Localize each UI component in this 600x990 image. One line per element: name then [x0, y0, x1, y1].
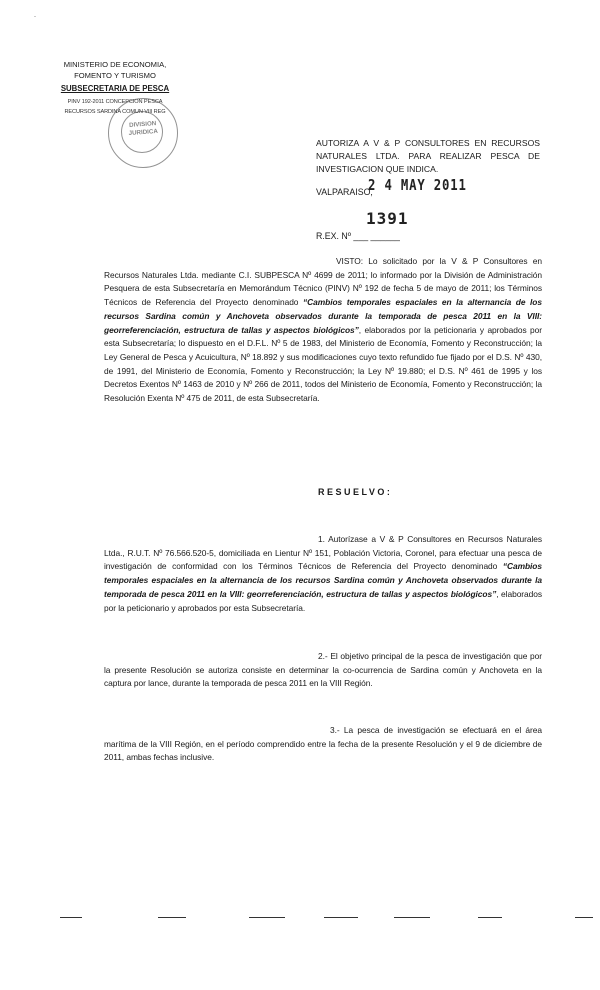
item-1-project-title: “Cambios temporales espaciales en la alternancia de los recursos Sardina común y Anchoveta observados durante la temporada de pesca 2011 en la VIII: georreferenciación, estructura de tallas y aspectos biológicos”	[104, 561, 542, 599]
date-stamp: 2 4 MAY 2011	[368, 176, 467, 194]
footer-dash	[478, 917, 502, 918]
item-2-text: 2.- El objetivo principal de la pesca de investigación que por la presente Resolución se autoriza consiste en determinar la co-ocurrencia de Sardina común y Anchoveta en la captura por lance, durante la temporada de pesca 2011 en la VIII Región.	[104, 651, 542, 689]
footer-dash	[575, 917, 593, 918]
footer-dash	[249, 917, 285, 918]
item-3-text: 3.- La pesca de investigación se efectuará en el área marítima de la VIII Región, en el período comprendido entre la fecha de la presente Resolución y el 9 de diciembre de 2011, ambas fechas inclusive.	[104, 725, 542, 763]
reference-line-2: RECURSOS SARDINA COMUN VIII REG	[64, 109, 166, 115]
resolution-item-2	[104, 650, 542, 691]
division-stamp	[108, 98, 178, 168]
item-1-text-a: 1. Autorízase a V & P Consultores en Recursos Naturales Ltda., R.U.T. Nº 76.566.520-5, domiciliada en Lientur Nº 151, Población Victoria, Coronel, para efectuar una pesca de investigación de conformidad con los Términos Técnicos de Referencia del Proyecto denominado	[104, 534, 542, 572]
footer-dash	[60, 917, 82, 918]
corner-mark: -	[34, 14, 36, 20]
city-label: VALPARAISO,	[316, 187, 373, 197]
ministry-line-1: MINISTERIO DE ECONOMIA,	[63, 60, 167, 69]
stamp-label	[109, 119, 178, 140]
resolution-number: 1391	[366, 209, 409, 228]
visto-paragraph	[104, 255, 542, 406]
footer-dash	[158, 917, 186, 918]
resuelvo-heading: RESUELVO:	[318, 487, 393, 497]
subsecretaria-heading: SUBSECRETARIA DE PESCA	[60, 84, 170, 93]
footer-dash	[394, 917, 430, 918]
stamp-line-2: JURIDICA	[128, 127, 159, 138]
stamp-line-1: DIVISION	[128, 120, 157, 129]
visto-text-b: , elaborados por la peticionaria y aprobados por esta Subsecretaría; lo dispuesto en el D.F.L. Nº 5 de 1983, del Ministerio de Economía, Fomento y Reconstrucción; la Ley General de Pesca y Acuicultura, Nº 18.892 y sus modificaciones cuyo texto refundido fue fijado por el D.S. Nº 430, de 1991, del Ministerio de Economía, Fomento y Reconstrucción; la Ley Nº 19.880; el D.S. Nº 461 de 1995 y los Decretos Exentos Nº 1463 de 2010 y Nº 266 de 2011, todos del Ministerio de Economía, Fomento y Reconstrucción; la Resolución Exenta Nº 475 de 2011, de esta Subsecretaría.	[104, 324, 542, 404]
ministry-line-2: FOMENTO Y TURISMO	[74, 71, 156, 80]
visto-project-title: “Cambios temporales espaciales en la alternancia de los recursos Sardina común y Anchoveta observados durante la temporada de pesca 2011 en la VIII: georreferenciación, estructura de tallas y aspectos biológicos”	[104, 297, 542, 335]
resolution-item-1	[104, 533, 542, 615]
resolution-label: R.EX. Nº ___ ______	[316, 231, 400, 241]
reference-line-1: PINV 192-2011 CONCEPCION PESCA	[67, 99, 163, 105]
subject-block: AUTORIZA A V & P CONSULTORES EN RECURSOS NATURALES LTDA. PARA REALIZAR PESCA DE INVESTIGACION QUE INDICA.	[316, 138, 540, 174]
footer-dash	[324, 917, 358, 918]
visto-text-a: VISTO: Lo solicitado por la V & P Consultores en Recursos Naturales Ltda. mediante C.I. SUBPESCA Nº 4699 de 2011; lo informado por la División de Administración Pesquera de esta Subsecretaría en Memorándum Técnico (PINV) Nº 192 de fecha 5 de mayo de 2011; los Términos Técnicos de Referencia del Proyecto denominado	[104, 256, 542, 308]
resolution-item-3	[104, 724, 542, 765]
item-1-text-b: , elaborados por la peticionario y aprobados por esta Subsecretaría.	[104, 588, 543, 613]
